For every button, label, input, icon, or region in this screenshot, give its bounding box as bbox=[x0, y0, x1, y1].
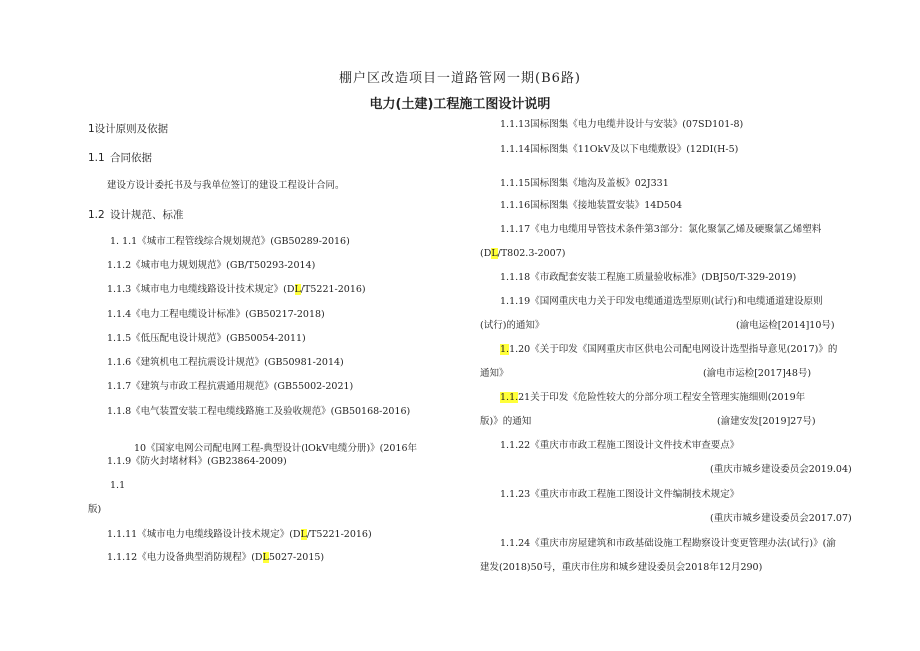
document-subtitle: 电力(土建)工程施工图设计说明 bbox=[369, 97, 551, 112]
list-item: 建发(2018)50号，重庆市住房和城乡建设委员会2018年12月290) bbox=[480, 562, 763, 573]
list-item: 1.1.19《国网重庆电力关于印发电缆通道选型原则(试行)和电缆通道建设原则 bbox=[500, 296, 823, 307]
list-item-ref: (重庆市城乡建设委员会2019.04) bbox=[710, 464, 852, 475]
subsection-title: 合同依据 bbox=[110, 152, 152, 164]
subsection-number: 1.1 bbox=[88, 152, 105, 164]
list-item: 1.1 bbox=[110, 480, 126, 491]
list-item: 1.1.22《重庆市市政工程施工图设计文件技术审查要点》 bbox=[500, 440, 740, 451]
list-item: 1.1.18《市政配套安装工程施工质量验收标准》(DBJ50/T-329-2019) bbox=[500, 272, 797, 283]
list-item: 1.1.8《电气装置安装工程电缆线路施工及验收规范》(GB50168-2016) bbox=[107, 406, 411, 417]
list-item-ref: (渝建安发[2019]27号) bbox=[717, 416, 816, 427]
highlight-mark: 1.1. bbox=[500, 392, 519, 403]
list-item: 1.1.5《低压配电设计规范》(GB50054-2011) bbox=[107, 333, 306, 344]
list-item-ref: (重庆市城乡建设委员会2017.07) bbox=[710, 513, 852, 524]
list-item: 1.1.24《重庆市房屋建筑和市政基础设施工程勘察设计变更管理办法(试行)》(渝 bbox=[500, 538, 836, 549]
list-item: 1. 1.1《城市工程管线综合规划规范》(GB50289-2016) bbox=[110, 236, 350, 247]
section-heading: 1设计原则及依据 bbox=[88, 123, 169, 135]
list-item: 1.1.4《电力工程电缆设计标准》(GB50217-2018) bbox=[107, 309, 325, 320]
list-item: 1.1.2《城市电力规划规范》(GB/T50293-2014) bbox=[107, 260, 316, 271]
list-item: 1.1.7《建筑与市政工程抗震通用规范》(GB55002-2021) bbox=[107, 381, 354, 392]
highlight-mark: L bbox=[300, 529, 307, 540]
list-item: 1.1.14国标图集《11OkV及以下电缆敷设》(12DI(H-5) bbox=[500, 144, 739, 155]
list-item: 1.1.17《电力电缆用导管技术条件第3部分：氯化聚氯乙烯及硬聚氯乙烯塑料 bbox=[500, 224, 822, 235]
list-item: 1.1.11《城市电力电缆线路设计技术规定》(DL/T5221-2016) bbox=[107, 529, 372, 540]
highlight-mark: L bbox=[294, 284, 301, 295]
highlight-mark: 1. bbox=[500, 344, 510, 355]
list-item: 版) bbox=[88, 504, 102, 515]
list-item: 1.1.6《建筑机电工程抗震设计规范》(GB50981-2014) bbox=[107, 357, 344, 368]
contract-text: 建设方设计委托书及与我单位签订的建设工程设计合同。 bbox=[107, 180, 345, 191]
list-item-ref: (渝电市运检[2017]48号) bbox=[703, 368, 812, 379]
list-item: 1.1.12《电力设备典型消防规程》(DL5027-2015) bbox=[107, 552, 325, 563]
highlight-mark: L bbox=[491, 248, 498, 259]
list-item: 1.1.9《防火封堵材料》(GB23864-2009) bbox=[107, 456, 287, 467]
list-item: 1.1.15国标图集《地沟及盖板》02J331 bbox=[500, 178, 669, 189]
list-item: 1.1.16国标图集《接地装置安装》14D504 bbox=[500, 200, 683, 211]
list-item: (DL/T802.3-2007) bbox=[480, 248, 566, 259]
highlight-mark: L bbox=[262, 552, 269, 563]
list-item-ref: (渝电运检[2014]10号) bbox=[736, 320, 835, 331]
list-item: 1.1.20《关于印发《国网重庆市区供电公司配电网设计选型指导意见(2017)》的 bbox=[500, 344, 838, 355]
list-item: 1.1.21关于印发《危险性较大的分部分项工程安全管理实施细则(2019年 bbox=[500, 392, 806, 403]
list-item: (试行)的通知》 bbox=[480, 320, 545, 331]
list-item: 1.1.23《重庆市市政工程施工图设计文件编制技术规定》 bbox=[500, 489, 740, 500]
document-title: 棚户区改造项目一道路管网一期(B6路) bbox=[339, 71, 581, 86]
list-item: 通知》 bbox=[480, 368, 509, 379]
list-item: 1.1.13国标图集《电力电缆井设计与安装》(07SD101-8) bbox=[500, 119, 744, 130]
list-item: 10《国家电网公司配电网工程-典型设计(lOkV电缆分册)》(2016年 bbox=[134, 443, 418, 454]
list-item: 1.1.3《城市电力电缆线路设计技术规定》(DL/T5221-2016) bbox=[107, 284, 366, 295]
list-item: 版)》的通知 bbox=[480, 416, 532, 427]
subsection-number: 1.2 bbox=[88, 209, 105, 221]
subsection-title: 设计规范、标准 bbox=[110, 209, 184, 221]
